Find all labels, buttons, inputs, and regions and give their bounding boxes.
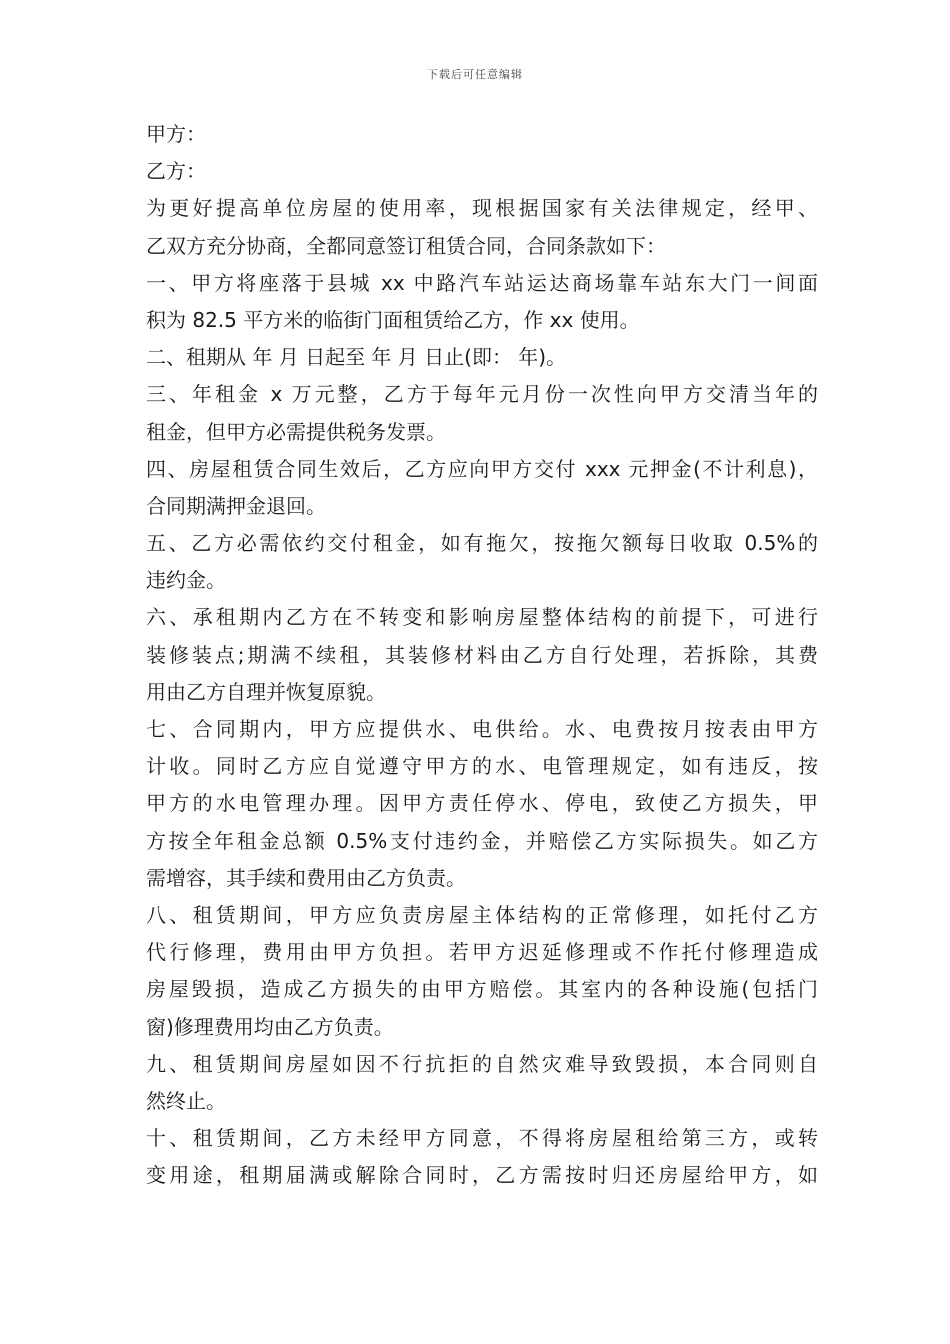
line-clause-8-c: 房屋毁损，造成乙方损失的由甲方赔偿。其室内的各种设施(包括门 — [146, 977, 818, 1002]
line-clause-7-e: 需增容，其手续和费用由乙方负责。 — [146, 865, 466, 890]
line-preamble-2: 乙双方充分协商，全都同意签订租赁合同，合同条款如下： — [146, 233, 666, 258]
line-clause-5-b: 违约金。 — [146, 568, 226, 593]
line-clause-10-b: 变用途，租期届满或解除合同时，乙方需按时归还房屋给甲方，如 — [146, 1163, 818, 1188]
line-clause-7-d: 方按全年租金总额 0.5%支付违约金，并赔偿乙方实际损失。如乙方 — [146, 828, 818, 853]
line-clause-4-b: 合同期满押金退回。 — [146, 493, 326, 518]
line-clause-8-a: 八、租赁期间，甲方应负责房屋主体结构的正常修理，如托付乙方 — [146, 902, 818, 927]
line-clause-10-a: 十、租赁期间，乙方未经甲方同意，不得将房屋租给第三方，或转 — [146, 1126, 818, 1151]
contract-body — [146, 116, 818, 1194]
line-clause-8-d: 窗)修理费用均由乙方负责。 — [146, 1014, 394, 1039]
page-header: 下载后可任意编辑 — [427, 68, 523, 81]
line-clause-2: 二、租期从 年 月 日起至 年 月 日止(即： 年)。 — [146, 345, 567, 370]
line-clause-9-a: 九、租赁期间房屋如因不行抗拒的自然灾难导致毁损，本合同则自 — [146, 1051, 818, 1076]
line-clause-7-c: 甲方的水电管理办理。因甲方责任停水、停电，致使乙方损失，甲 — [146, 791, 818, 816]
line-clause-3-b: 租金，但甲方必需提供税务发票。 — [146, 419, 446, 444]
line-clause-6-b: 装修装点;期满不续租，其装修材料由乙方自行处理，若拆除，其费 — [146, 642, 818, 667]
line-clause-1-a: 一、甲方将座落于县城 xx 中路汽车站运达商场靠车站东大门一间面 — [146, 270, 818, 295]
line-clause-9-b: 然终止。 — [146, 1088, 226, 1113]
line-clause-7-b: 计收。同时乙方应自觉遵守甲方的水、电管理规定，如有违反，按 — [146, 754, 818, 779]
line-clause-1-b: 积为 82.5 平方米的临街门面租赁给乙方，作 xx 使用。 — [146, 307, 640, 332]
line-clause-4-a: 四、房屋租赁合同生效后，乙方应向甲方交付 xxx 元押金(不计利息)， — [146, 456, 818, 481]
line-clause-8-b: 代行修理，费用由甲方负担。若甲方迟延修理或不作托付修理造成 — [146, 940, 818, 965]
line-clause-3-a: 三、年租金 x 万元整，乙方于每年元月份一次性向甲方交清当年的 — [146, 382, 818, 407]
line-party-a: 甲方： — [146, 122, 206, 146]
line-clause-6-a: 六、承租期内乙方在不转变和影响房屋整体结构的前提下，可进行 — [146, 605, 818, 630]
line-preamble-1: 为更好提高单位房屋的使用率，现根据国家有关法律规定，经甲、 — [146, 196, 818, 221]
line-clause-5-a: 五、乙方必需依约交付租金，如有拖欠，按拖欠额每日收取 0.5%的 — [146, 531, 818, 556]
line-party-b: 乙方： — [146, 159, 206, 184]
line-clause-6-c: 用由乙方自理并恢复原貌。 — [146, 679, 386, 704]
line-clause-7-a: 七、合同期内，甲方应提供水、电供给。水、电费按月按表由甲方 — [146, 717, 818, 741]
